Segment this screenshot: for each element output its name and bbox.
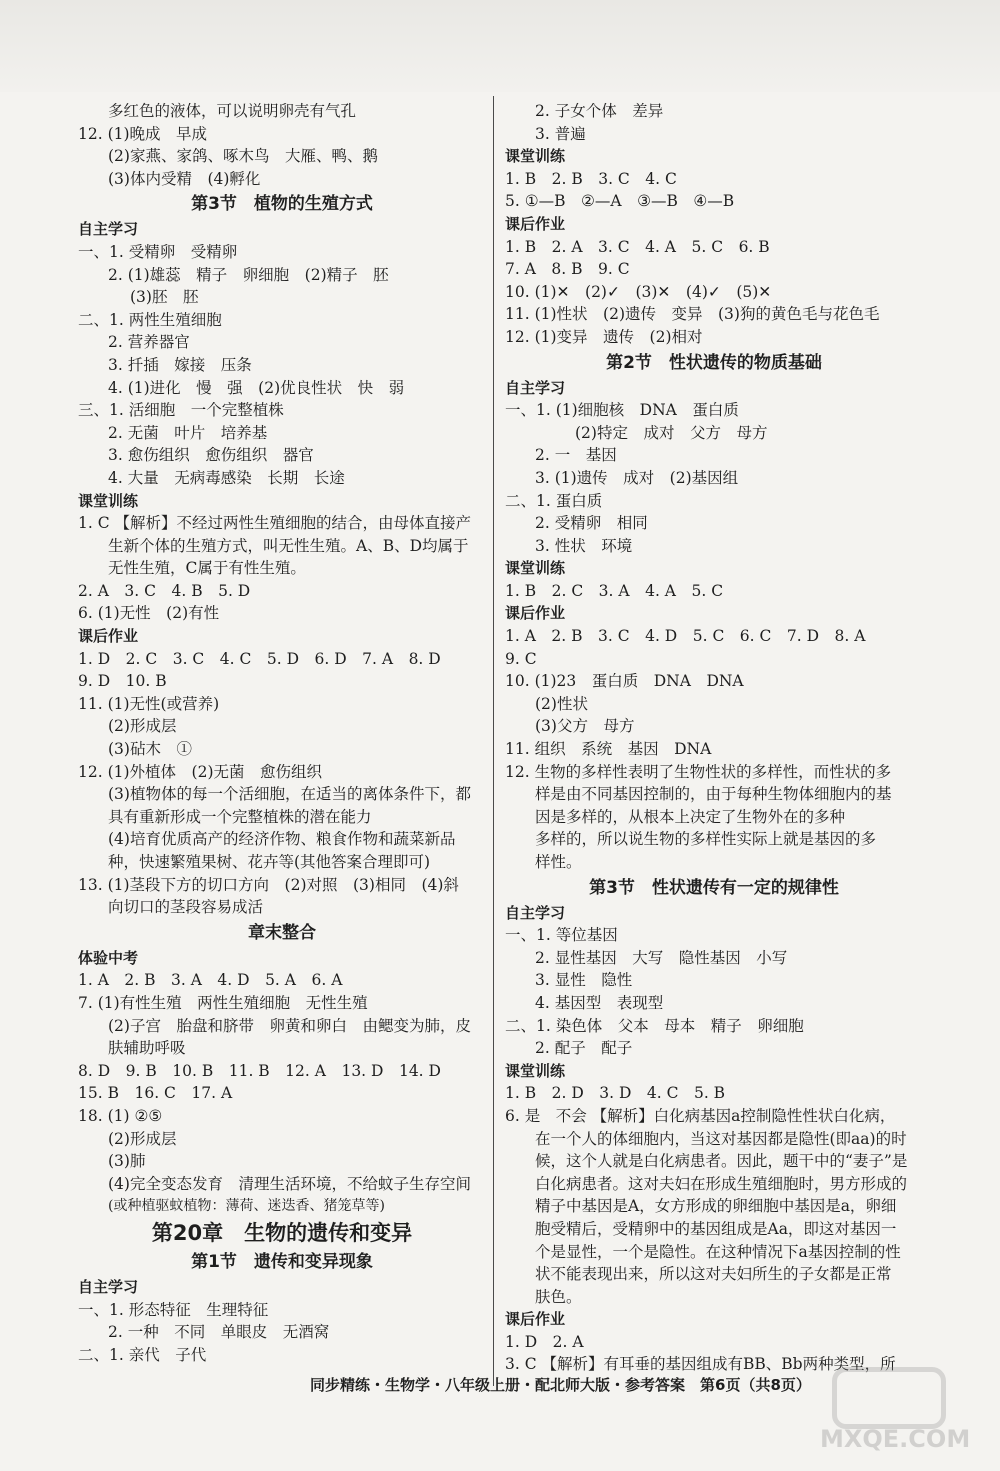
answer-line: 2. 无菌 叶片 培养基 [108,423,268,442]
answer-line: 二、1. 蛋白质 [505,491,603,510]
answer-line: 8. D 9. B 10. B 11. B 12. A 13. D 14. D [78,1061,441,1080]
answer-line: (2)特定 成对 父方 母方 [575,423,768,442]
answer-line: 12. (1)晚成 早成 [78,124,208,143]
answer-line: 18. (1) ②⑤ [78,1106,163,1125]
answer-line: 9. D 10. B [78,672,167,691]
answer-line: 4. (1)进化 慢 强 (2)优良性状 快 弱 [108,378,405,397]
page-footer: 同步精练・生物学・八年级上册・配北师大版・参考答案 第6页（共8页） [310,1376,811,1394]
answer-line: 样性。 [535,853,582,871]
answer-line: 二、1. 两性生殖细胞 [78,310,222,329]
answer-line: 1. A 2. B 3. A 4. D 5. A 6. A [78,971,343,990]
answer-line: 10. (1)23 蛋白质 DNA DNA [505,672,744,691]
answer-line: 11. (1)无性(或营养) [78,694,220,713]
answer-line: 11. 组织 系统 基因 DNA [505,740,712,759]
answer-line: 10. (1)✕ (2)✓ (3)✕ (4)✓ (5)✕ [505,282,772,301]
section-heading: 第1节 遗传和变异现象 [191,1251,373,1272]
answer-line: 2. 受精卵 相同 [535,514,648,533]
subsection-label: 体验中考 [78,948,139,967]
answer-line: 4. 大量 无病毒感染 长期 长途 [108,468,345,487]
scan-top-band [0,0,1000,92]
answer-line: 3. 愈伤组织 愈伤组织 器官 [108,446,314,465]
answer-line: 3. (1)遗传 成对 (2)基因组 [535,468,739,487]
answer-line: (4)培育优质高产的经济作物、粮食作物和蔬菜新品 [108,830,456,849]
answer-line: 1. B 2. C 3. A 4. A 5. C [505,581,724,600]
answer-line: (2)家燕、家鸽、啄木鸟 大雁、鸭、鹅 [108,147,378,166]
answer-line: 3. 显性 隐性 [535,971,633,990]
answer-line: (2)子宫 胎盘和脐带 卵黄和卵白 由鳃变为肺，皮 [108,1016,471,1035]
answer-line: 5. ①—B ②—A ③—B ④—B [505,192,735,211]
answer-line: 1. C 【解析】不经过两性生殖细胞的结合，由母体直接产 [78,514,472,533]
subsection-label: 课后作业 [78,627,139,646]
answer-line: 样是由不同基因控制的，由于每种生物体细胞内的基 [535,785,892,804]
answer-line: (4)完全变态发育 清理生活环境，不给蚊子生存空间 [108,1174,471,1193]
answer-line: 个是显性，一个是隐性。在这种情况下a基因控制的性 [535,1242,901,1261]
section-heading: 第3节 性状遗传有一定的规律性 [589,877,839,898]
answer-line: 二、1. 亲代 子代 [78,1345,207,1364]
subsection-label: 课后作业 [505,604,566,623]
subsection-label: 课后作业 [505,214,566,233]
answer-line: (3)肺 [108,1152,146,1171]
answer-line: 生新个体的生殖方式，叫无性生殖。A、B、D均属于 [108,536,469,555]
answer-line: 1. D 2. A [505,1332,584,1351]
answer-line: 2. 配子 配子 [535,1039,633,1058]
answer-line: 胞受精后，受精卵中的基因组成是Aa，即这对基因一 [535,1219,897,1238]
answer-line: 一、1. 受精卵 受精卵 [78,242,238,261]
subsection-label: 课堂训练 [505,1061,566,1080]
right-column [505,100,923,1376]
answer-line: 肤色。 [535,1287,582,1306]
answer-line: 12. (1)外植体 (2)无菌 愈伤组织 [78,762,322,781]
answer-line: 6. (1)无性 (2)有性 [78,604,220,623]
answer-line: 无性生殖，C属于有性生殖。 [108,559,306,578]
answer-line: 3. 性状 环境 [535,536,633,555]
answer-line: 12. 生物的多样性表明了生物性状的多样性，而性状的多 [505,762,892,781]
chapter-heading: 第20章 生物的遗传和变异 [151,1220,413,1245]
answer-line: (3)胚 胚 [130,288,199,307]
answer-line: (3)植物体的每一个活细胞，在适当的离体条件下，都 [108,785,471,804]
answer-line: 一、1. (1)细胞核 DNA 蛋白质 [505,401,739,420]
section-heading: 章末整合 [248,922,316,943]
answer-line: 15. B 16. C 17. A [78,1084,233,1103]
answer-line: 在一个人的体细胞内，当这对基因都是隐性(即aa)的时 [535,1129,907,1148]
answer-line: (2)形成层 [108,1129,177,1148]
answer-line: 1. A 2. B 3. C 4. D 5. C 6. C 7. D 8. A [505,627,866,646]
answer-line: 3. 普遍 [535,124,586,143]
answer-line: 11. (1)性状 (2)遗传 变异 (3)狗的黄色毛与花色毛 [505,305,880,324]
subsection-label: 自主学习 [505,903,566,922]
answer-line: 一、1. 等位基因 [505,926,618,945]
answer-line: 7. (1)有性生殖 两性生殖细胞 无性生殖 [78,993,368,1012]
answer-line: 6. 是 不会 【解析】白化病基因a控制隐性性状白化病， [505,1106,896,1125]
answer-line: (3)砧木 ① [108,740,192,759]
answer-line: 3. C 【解析】有耳垂的基因组成有BB、Bb两种类型，所 [505,1355,896,1374]
answer-line: 1. D 2. C 3. C 4. C 5. D 6. D 7. A 8. D [78,649,441,668]
answer-line: 一、1. 形态特征 生理特征 [78,1300,269,1319]
subsection-label: 自主学习 [78,220,139,239]
answer-line: 向切口的茎段容易成活 [108,898,264,917]
answer-line: 2. 一种 不同 单眼皮 无酒窝 [108,1323,330,1342]
answer-line: 2. 营养器官 [108,333,190,352]
subsection-label: 自主学习 [505,378,566,397]
answer-line: 因是多样的，从根本上决定了生物外在的多种 [535,807,846,826]
watermark-logo [810,1363,971,1453]
answer-line: 1. B 2. D 3. D 4. C 5. B [505,1084,726,1103]
answer-line: (3)体内受精 (4)孵化 [108,169,261,188]
answer-line: 种，快速繁殖果树、花卉等(其他答案合理即可) [108,853,431,871]
answer-line: 多红色的液体，可以说明卵壳有气孔 [108,102,357,120]
answer-line: 二、1. 染色体 父本 母本 精子 卵细胞 [505,1016,804,1035]
subsection-label: 课后作业 [505,1310,566,1329]
answer-line: 7. A 8. B 9. C [505,260,630,279]
answer-line: 3. 扦插 嫁接 压条 [108,355,252,374]
answer-line: 12. (1)变异 遗传 (2)相对 [505,327,703,346]
answer-line: 白化病患者。这对夫妇在形成生殖细胞时，男方形成的 [535,1174,908,1193]
answer-line: 三、1. 活细胞 一个完整植株 [78,401,284,420]
watermark-badge-icon [832,1367,946,1429]
answer-line: 状不能表现出来，所以这对夫妇所生的子女都是正常 [535,1265,892,1284]
answer-line: 肤辅助呼吸 [108,1039,186,1058]
answer-line: 13. (1)茎段下方的切口方向 (2)对照 (3)相同 (4)斜 [78,875,459,894]
section-heading: 第3节 植物的生殖方式 [191,194,373,215]
answer-line: 1. B 2. B 3. C 4. C [505,169,677,188]
answer-line: 2. 子女个体 差异 [535,102,664,120]
subsection-label: 自主学习 [78,1277,139,1296]
answer-line: (2)形成层 [108,717,177,736]
subsection-label: 课堂训练 [78,491,139,510]
answer-line: 精子中基因是A，女方形成的卵细胞中基因是a，卵细 [535,1197,897,1216]
answer-line: 4. 基因型 表现型 [535,993,664,1012]
answer-line: (或种植驱蚊植物：薄荷、迷迭香、猪笼草等) [108,1198,385,1215]
subsection-label: 课堂训练 [505,147,566,166]
left-column [78,100,486,1366]
column-divider [493,96,494,1386]
section-heading: 第2节 性状遗传的物质基础 [606,352,822,373]
answer-line: 候，这个人就是白化病患者。因此，题干中的“妻子”是 [535,1152,908,1171]
answer-line: 2. (1)雄蕊 精子 卵细胞 (2)精子 胚 [108,265,389,284]
answer-line: 多样的，所以说生物的多样性实际上就是基因的多 [535,830,877,849]
watermark-text: MXQE.COM [820,1425,971,1453]
answer-line: (2)性状 [535,694,588,713]
answer-line: 2. 一 基因 [535,446,617,465]
answer-line: 9. C [505,649,537,668]
answer-line: 2. A 3. C 4. B 5. D [78,581,251,600]
answer-line: 2. 显性基因 大写 隐性基因 小写 [535,948,788,967]
answer-line: (3)父方 母方 [535,717,635,736]
answer-line: 具有重新形成一个完整植株的潜在能力 [108,807,372,826]
answer-line: 1. B 2. A 3. C 4. A 5. C 6. B [505,237,770,256]
subsection-label: 课堂训练 [505,559,566,578]
